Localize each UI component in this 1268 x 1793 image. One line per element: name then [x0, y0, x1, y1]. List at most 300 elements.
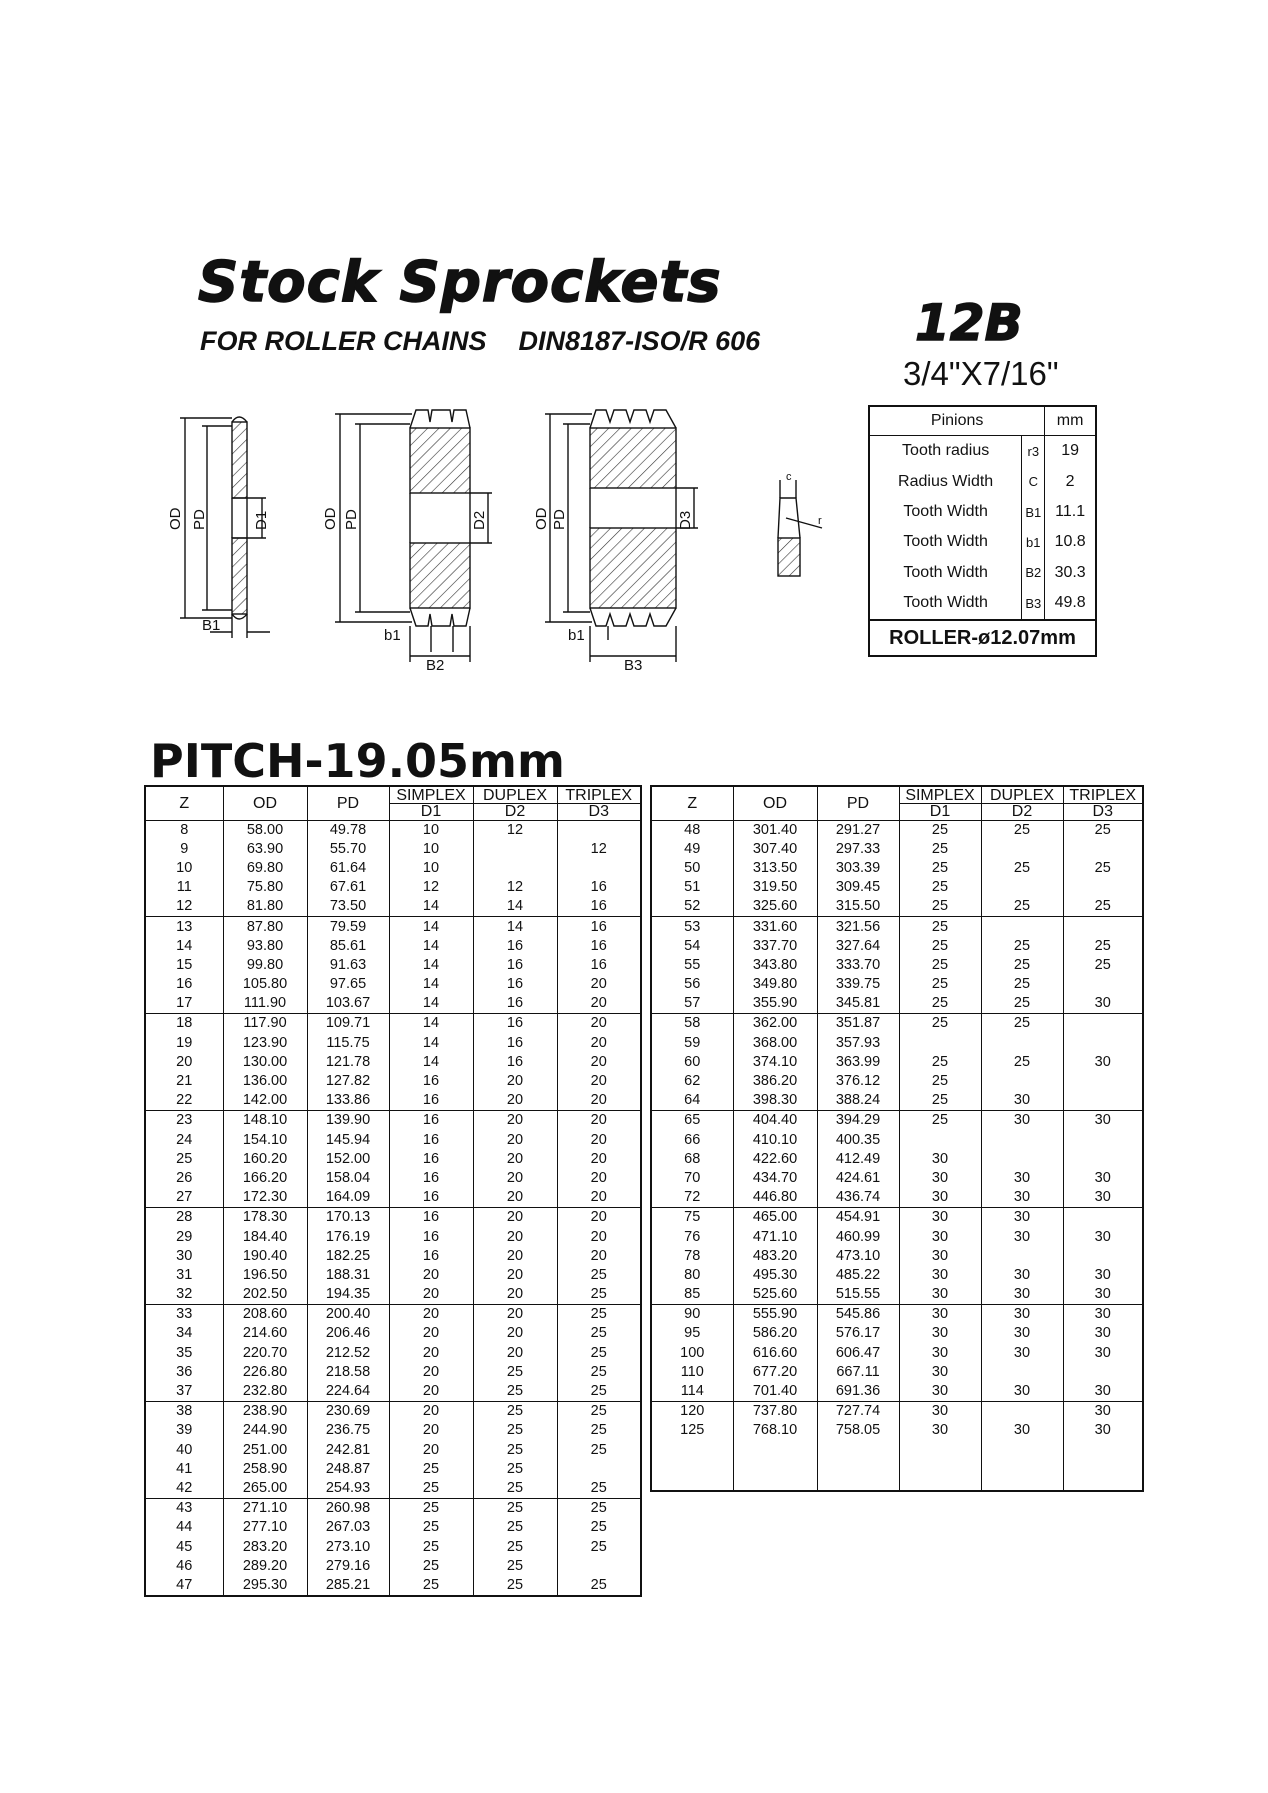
table-cell: 436.74 — [817, 1188, 899, 1208]
table-cell: 25 — [1063, 859, 1143, 878]
table-cell: 11 — [176, 879, 192, 896]
spec-symbol: C — [1022, 467, 1045, 497]
table-cell: 25 — [899, 1072, 981, 1091]
table-cell: 25 — [1063, 956, 1143, 975]
spec-symbol: b1 — [1022, 527, 1045, 557]
table-cell: 30 — [1063, 1421, 1143, 1440]
table-cell: 25 — [981, 897, 1063, 917]
table-cell: 30 — [1063, 1053, 1143, 1072]
table-cell: 20 — [473, 1072, 557, 1091]
table-cell: 224.64 — [307, 1382, 389, 1402]
table-cell: 307.40 — [733, 840, 817, 859]
table-cell — [981, 1247, 1063, 1266]
col-pd: PD — [307, 786, 389, 820]
table-cell: 30 — [981, 1208, 1063, 1228]
table-cell: 33 — [145, 1305, 223, 1325]
table-cell: 232.80 — [223, 1382, 307, 1402]
table-cell: 20 — [473, 1266, 557, 1285]
table-cell: 125 — [680, 1422, 705, 1439]
table-cell: 25 — [557, 1421, 641, 1440]
table-cell: 576.17 — [817, 1324, 899, 1343]
table-cell: 25 — [899, 897, 981, 917]
table-cell: 25 — [473, 1499, 557, 1519]
table-cell — [733, 1441, 817, 1492]
table-row — [145, 1460, 641, 1479]
table-cell: 30 — [899, 1227, 981, 1246]
table-row — [651, 820, 1143, 840]
col-pd: PD — [817, 786, 899, 820]
table-cell: 56 — [684, 976, 701, 993]
table-cell: 76 — [684, 1228, 701, 1245]
table-cell: 30 — [1063, 1266, 1143, 1285]
col-triplex — [1063, 786, 1143, 820]
table-cell: 66 — [684, 1131, 701, 1148]
table-cell: 16 — [389, 1247, 473, 1266]
table-cell: 58 — [651, 1014, 733, 1034]
table-cell: 333.70 — [817, 956, 899, 975]
table-cell: 25 — [389, 1537, 473, 1556]
table-row — [145, 1034, 641, 1053]
table-cell: 75.80 — [223, 878, 307, 897]
table-cell: 36 — [176, 1363, 193, 1380]
table-cell: 313.50 — [733, 859, 817, 878]
table-cell: 208.60 — [223, 1305, 307, 1325]
table-cell: 38 — [145, 1402, 223, 1422]
label-pd-duplex: PD — [343, 509, 360, 530]
table-cell: 148.10 — [223, 1111, 307, 1131]
table-cell: 424.61 — [817, 1169, 899, 1188]
table-cell: 12 — [389, 878, 473, 897]
table-row — [651, 1053, 1143, 1072]
table-cell: 21 — [176, 1073, 193, 1090]
table-row — [651, 1150, 1143, 1169]
table-cell: 25 — [473, 1441, 557, 1460]
table-cell: 25 — [1063, 937, 1143, 956]
table-cell: 25 — [557, 1305, 641, 1325]
col-duplex — [981, 786, 1063, 820]
table-row — [145, 1227, 641, 1246]
table-cell: 30 — [1063, 1188, 1143, 1208]
table-cell: 20 — [389, 1441, 473, 1460]
table-cell: 25 — [389, 1460, 473, 1479]
table-cell: 75 — [651, 1208, 733, 1228]
spec-value: 30.3 — [1054, 563, 1086, 581]
table-cell: 20 — [473, 1131, 557, 1150]
table-cell: 188.31 — [307, 1266, 389, 1285]
table-row — [145, 1091, 641, 1111]
chain-size: 3/4"X7/16" — [903, 355, 1059, 392]
table-cell: 25 — [473, 1402, 557, 1422]
table-cell — [557, 859, 641, 878]
table-cell: 10 — [389, 840, 473, 859]
table-cell: 200.40 — [307, 1305, 389, 1325]
table-cell: 17 — [176, 995, 193, 1012]
table-cell: 16 — [473, 1014, 557, 1034]
label-b3: B3 — [624, 657, 643, 670]
table-cell: 57 — [684, 995, 701, 1012]
table-cell: 236.75 — [307, 1421, 389, 1440]
table-cell: 25 — [899, 820, 981, 840]
table-cell: 48 — [684, 821, 701, 838]
table-row — [145, 1131, 641, 1150]
table-cell — [981, 1150, 1063, 1169]
table-cell: 69.80 — [223, 859, 307, 878]
table-row — [145, 1518, 641, 1537]
table-row — [145, 1208, 641, 1228]
table-cell: 20 — [473, 1208, 557, 1228]
table-cell: 59 — [684, 1034, 701, 1051]
table-cell: 105.80 — [223, 975, 307, 994]
table-cell: 701.40 — [733, 1382, 817, 1402]
table-cell: 53 — [651, 917, 733, 937]
table-cell: 172.30 — [223, 1188, 307, 1208]
table-cell: 72 — [684, 1189, 701, 1206]
table-cell: 412.49 — [817, 1150, 899, 1169]
col-duplex-label: DUPLEX — [989, 786, 1055, 804]
table-cell: 20 — [557, 1131, 641, 1150]
table-cell: 158.04 — [307, 1169, 389, 1188]
table-cell: 16 — [389, 1169, 473, 1188]
table-cell: 363.99 — [817, 1053, 899, 1072]
col-d2: D2 — [982, 803, 1063, 819]
table-cell: 30 — [899, 1169, 981, 1188]
table-row — [651, 975, 1143, 994]
table-cell: 218.58 — [307, 1363, 389, 1382]
table-cell: 54 — [684, 937, 701, 954]
pinion-spec-table — [868, 405, 1097, 657]
table-cell: 283.20 — [223, 1537, 307, 1556]
table-cell: 80 — [684, 1266, 701, 1283]
table-cell: 60 — [684, 1053, 701, 1070]
table-cell: 727.74 — [817, 1402, 899, 1422]
table-cell: 14 — [389, 975, 473, 994]
table-cell: 667.11 — [817, 1363, 899, 1382]
table-row — [145, 1169, 641, 1188]
sprocket-diagram — [150, 400, 850, 670]
table-cell: 30 — [1063, 1402, 1143, 1422]
table-cell: 25 — [557, 1402, 641, 1422]
table-row — [145, 1324, 641, 1343]
table-cell: 337.70 — [733, 937, 817, 956]
table-cell: 25 — [899, 917, 981, 937]
table-cell — [1063, 1208, 1143, 1228]
spec-symbol: B1 — [1022, 497, 1045, 527]
col-duplex-label: DUPLEX — [482, 786, 548, 804]
table-cell: 22 — [176, 1092, 193, 1109]
table-cell: 16 — [557, 878, 641, 897]
table-row — [651, 1091, 1143, 1111]
table-cell: 362.00 — [733, 1014, 817, 1034]
table-cell: 194.35 — [307, 1285, 389, 1305]
table-cell: 47 — [176, 1576, 193, 1593]
table-cell: 133.86 — [307, 1091, 389, 1111]
table-cell — [1063, 1091, 1143, 1111]
table-cell: 325.60 — [733, 897, 817, 917]
label-pd-triplex: PD — [551, 509, 568, 530]
col-z: Z — [145, 786, 223, 820]
pitch-heading: PITCH-19.05mm — [150, 734, 565, 788]
table-cell — [557, 1460, 641, 1479]
table-row — [145, 917, 641, 937]
table-cell: 349.80 — [733, 975, 817, 994]
table-cell: 30 — [899, 1150, 981, 1169]
table-cell: 12 — [473, 820, 557, 840]
table-cell: 55 — [684, 956, 701, 973]
table-cell: 20 — [557, 1208, 641, 1228]
table-cell: 46 — [176, 1557, 193, 1574]
table-cell: 30 — [981, 1169, 1063, 1188]
table-cell: 768.10 — [733, 1421, 817, 1440]
table-cell — [981, 1034, 1063, 1053]
table-cell: 55.70 — [307, 840, 389, 859]
table-cell: 254.93 — [307, 1479, 389, 1499]
table-cell — [1063, 1034, 1143, 1053]
table-cell: 25 — [899, 956, 981, 975]
table-cell: 100 — [680, 1344, 705, 1361]
table-cell: 12 — [473, 878, 557, 897]
table-cell: 25 — [899, 859, 981, 878]
table-cell: 25 — [389, 1576, 473, 1596]
table-cell: 226.80 — [223, 1363, 307, 1382]
tooth-profile-drawing — [778, 480, 822, 576]
table-cell: 25 — [473, 1460, 557, 1479]
table-cell: 16 — [389, 1227, 473, 1246]
subtitle-chain-type: FOR ROLLER CHAINS — [200, 326, 487, 356]
table-cell — [981, 840, 1063, 859]
table-cell: 25 — [981, 820, 1063, 840]
table-cell: 99.80 — [223, 956, 307, 975]
table-cell: 16 — [389, 1091, 473, 1111]
table-cell: 18 — [145, 1014, 223, 1034]
table-cell: 145.94 — [307, 1131, 389, 1150]
table-cell: 230.69 — [307, 1402, 389, 1422]
table-cell: 25 — [389, 1557, 473, 1576]
table-cell: 20 — [557, 1091, 641, 1111]
table-cell: 220.70 — [223, 1344, 307, 1363]
table-cell: 87.80 — [223, 917, 307, 937]
table-row — [651, 1247, 1143, 1266]
label-c: c — [786, 471, 792, 483]
table-cell: 20 — [557, 1111, 641, 1131]
spec-row — [870, 527, 1095, 557]
table-cell: 26 — [176, 1169, 193, 1186]
table-cell: 339.75 — [817, 975, 899, 994]
table-cell: 446.80 — [733, 1188, 817, 1208]
table-cell: 267.03 — [307, 1518, 389, 1537]
table-row — [145, 956, 641, 975]
table-cell: 30 — [981, 1285, 1063, 1305]
table-cell: 30 — [981, 1344, 1063, 1363]
table-cell: 29 — [176, 1228, 193, 1245]
table-cell: 45 — [176, 1538, 193, 1555]
table-cell: 303.39 — [817, 859, 899, 878]
table-cell: 115.75 — [307, 1034, 389, 1053]
spec-value: 2 — [1065, 472, 1075, 490]
label-r: r — [818, 515, 822, 527]
table-cell: 58.00 — [223, 820, 307, 840]
table-row — [145, 1576, 641, 1596]
label-b1-lower: b1 — [384, 627, 401, 644]
table-row — [145, 859, 641, 878]
table-cell: 41 — [176, 1460, 193, 1477]
table-cell: 25 — [176, 1150, 193, 1167]
table-cell: 454.91 — [817, 1208, 899, 1228]
table-cell: 25 — [981, 975, 1063, 994]
table-cell: 14 — [473, 917, 557, 937]
table-row — [651, 1188, 1143, 1208]
table-cell: 120 — [651, 1402, 733, 1422]
table-cell — [473, 840, 557, 859]
table-cell: 30 — [899, 1208, 981, 1228]
table-cell: 30 — [1063, 1169, 1143, 1188]
table-row — [145, 937, 641, 956]
table-row — [145, 1247, 641, 1266]
table-cell: 737.80 — [733, 1402, 817, 1422]
table-cell: 16 — [557, 897, 641, 917]
table-cell: 16 — [389, 1111, 473, 1131]
spec-value: 19 — [1061, 442, 1080, 460]
table-cell — [981, 1363, 1063, 1382]
table-cell: 95 — [684, 1325, 701, 1342]
table-cell: 184.40 — [223, 1227, 307, 1246]
table-cell: 422.60 — [733, 1150, 817, 1169]
table-cell — [981, 878, 1063, 897]
table-cell: 400.35 — [817, 1131, 899, 1150]
table-cell: 495.30 — [733, 1266, 817, 1285]
table-row — [651, 1014, 1143, 1034]
table-cell: 279.16 — [307, 1557, 389, 1576]
table-cell: 20 — [473, 1247, 557, 1266]
table-row — [145, 1479, 641, 1499]
table-cell: 16 — [389, 1131, 473, 1150]
table-cell: 25 — [473, 1537, 557, 1556]
table-cell: 190.40 — [223, 1247, 307, 1266]
spec-row — [870, 497, 1095, 527]
table-cell: 30 — [1063, 1305, 1143, 1325]
table-cell: 25 — [473, 1421, 557, 1440]
table-cell: 30 — [899, 1421, 981, 1440]
spec-value: 49.8 — [1054, 594, 1086, 612]
spec-value: 10.8 — [1054, 533, 1086, 551]
table-cell: 30 — [899, 1266, 981, 1285]
table-cell — [981, 1402, 1063, 1422]
table-cell: 23 — [145, 1111, 223, 1131]
table-cell: 16 — [176, 976, 193, 993]
table-cell: 25 — [557, 1441, 641, 1460]
table-cell: 25 — [1063, 820, 1143, 840]
table-cell: 258.90 — [223, 1460, 307, 1479]
table-cell: 471.10 — [733, 1227, 817, 1246]
table-cell: 343.80 — [733, 956, 817, 975]
table-cell — [1063, 1247, 1143, 1266]
table-row — [651, 859, 1143, 878]
table-cell: 152.00 — [307, 1150, 389, 1169]
spec-row — [870, 467, 1095, 497]
table-cell: 16 — [389, 1150, 473, 1169]
table-row — [651, 1382, 1143, 1402]
table-row — [145, 1150, 641, 1169]
table-cell: 25 — [899, 1053, 981, 1072]
table-row — [651, 1324, 1143, 1343]
table-cell — [1063, 878, 1143, 897]
table-cell: 485.22 — [817, 1266, 899, 1285]
table-cell: 483.20 — [733, 1247, 817, 1266]
table-row — [651, 1072, 1143, 1091]
table-cell — [1063, 1072, 1143, 1091]
col-simplex — [899, 786, 981, 820]
table-cell — [899, 1441, 981, 1492]
table-cell — [1063, 1014, 1143, 1034]
table-cell: 160.20 — [223, 1150, 307, 1169]
table-cell: 25 — [981, 1053, 1063, 1072]
duplex-sprocket-drawing — [335, 410, 492, 662]
table-cell — [981, 1072, 1063, 1091]
table-cell: 182.25 — [307, 1247, 389, 1266]
table-cell: 321.56 — [817, 917, 899, 937]
table-cell: 260.98 — [307, 1499, 389, 1519]
table-cell: 25 — [557, 1266, 641, 1285]
table-cell: 251.00 — [223, 1441, 307, 1460]
col-triplex-label: TRIPLEX — [1069, 786, 1137, 804]
spec-header-unit: mm — [1045, 407, 1095, 436]
table-cell: 289.20 — [223, 1557, 307, 1576]
table-cell: 78 — [684, 1247, 701, 1264]
label-d3: D3 — [677, 510, 694, 530]
table-cell: 398.30 — [733, 1091, 817, 1111]
table-cell: 30 — [981, 1188, 1063, 1208]
table-cell: 37 — [176, 1383, 193, 1400]
table-cell: 25 — [899, 1014, 981, 1034]
triplex-sprocket-drawing — [545, 410, 698, 662]
table-cell: 20 — [389, 1382, 473, 1402]
table-cell: 130.00 — [223, 1053, 307, 1072]
table-cell: 25 — [473, 1576, 557, 1596]
table-cell: 25 — [899, 1111, 981, 1131]
table-cell: 10 — [176, 859, 193, 876]
table-cell: 25 — [473, 1518, 557, 1537]
table-cell: 20 — [473, 1285, 557, 1305]
table-cell: 25 — [557, 1518, 641, 1537]
table-cell: 10 — [389, 820, 473, 840]
table-cell: 758.05 — [817, 1421, 899, 1440]
table-cell: 20 — [557, 1169, 641, 1188]
table-cell: 30 — [981, 1382, 1063, 1402]
table-cell: 20 — [389, 1421, 473, 1440]
spec-label: Tooth Width — [903, 533, 988, 551]
table-cell: 25 — [389, 1518, 473, 1537]
table-cell: 170.13 — [307, 1208, 389, 1228]
table-cell: 51 — [684, 879, 701, 896]
table-cell: 25 — [557, 1285, 641, 1305]
table-cell: 20 — [557, 1014, 641, 1034]
table-cell: 16 — [389, 1208, 473, 1228]
table-cell: 315.50 — [817, 897, 899, 917]
label-d2: D2 — [471, 510, 488, 530]
table-cell: 176.19 — [307, 1227, 389, 1246]
table-cell: 30 — [899, 1363, 981, 1382]
table-cell: 319.50 — [733, 878, 817, 897]
table-cell: 64 — [684, 1092, 701, 1109]
table-cell: 248.87 — [307, 1460, 389, 1479]
table-cell: 97.65 — [307, 975, 389, 994]
table-cell: 62 — [684, 1073, 701, 1090]
table-row — [145, 1053, 641, 1072]
table-cell: 20 — [557, 1227, 641, 1246]
table-cell: 127.82 — [307, 1072, 389, 1091]
table-cell: 16 — [557, 917, 641, 937]
table-cell: 404.40 — [733, 1111, 817, 1131]
table-cell — [817, 1441, 899, 1492]
